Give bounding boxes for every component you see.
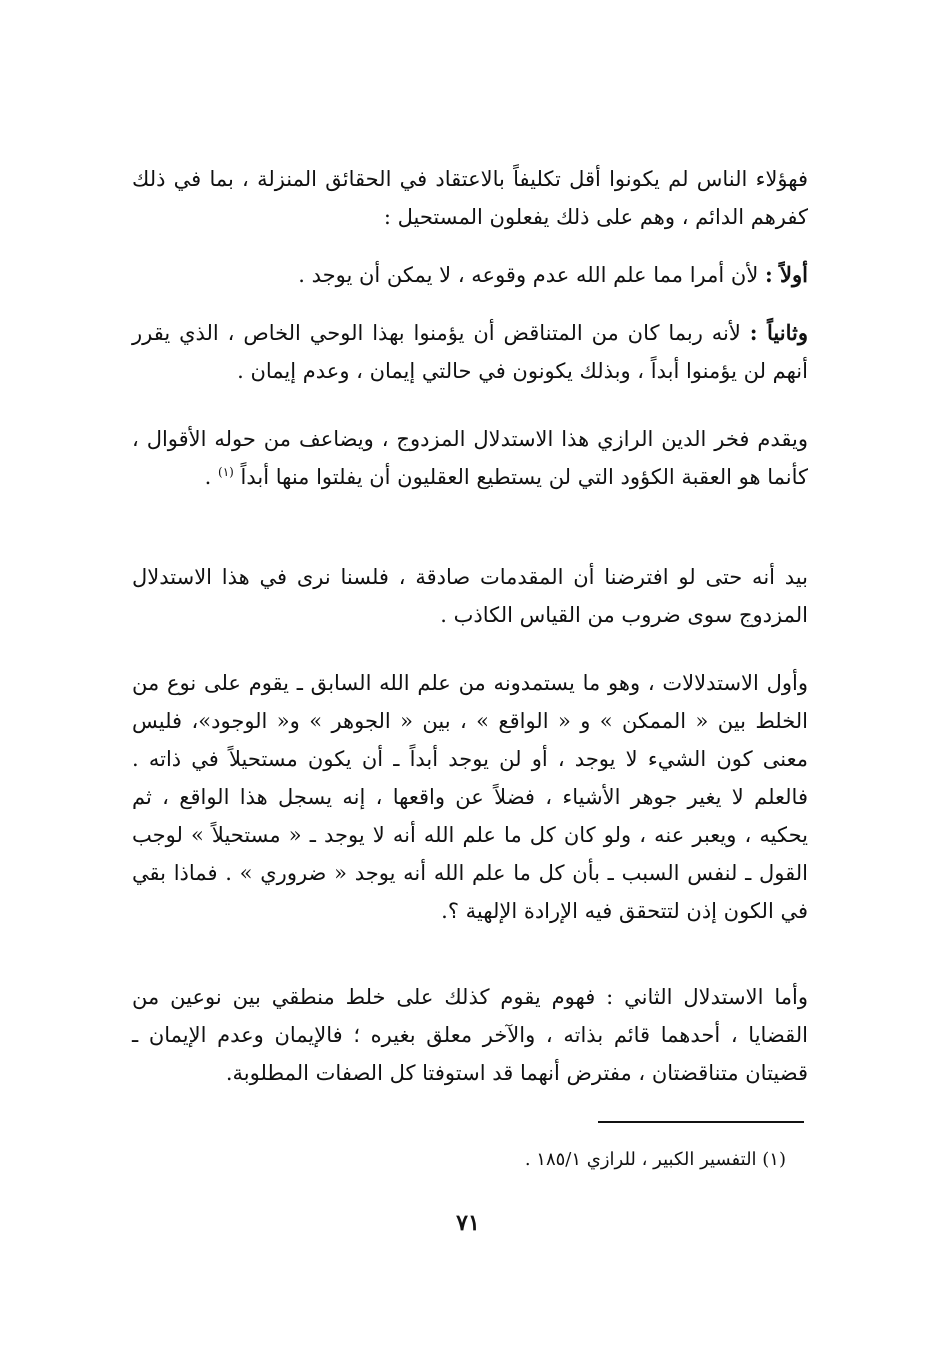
paragraph-6: وأول الاستدلالات ، وهو ما يستمدونه من علم الله السابق ـ يقوم على نوع من الخلط بين « الممكن » و « الواقع » ، بين « الجوهر » و« الوجود»، فليس معنى كون الشيء لا يوجد ، أو لن يوجد أبداً ـ أن يكون مستحيلاً في ذاته . فالعلم لا يغير جوهر الأشياء ، فضلاً عن واقعها ، إنه يسجل هذا الواقع ، ثم يحكيه ، ويعبر عنه ، ولو كان كل ما علم الله أنه لا يوجد ـ « مستحيلاً » لوجب القول ـ لنفس السبب ـ بأن كل ما علم الله أنه يوجد « ضروري » . فماذا بقي في الكون إذن لتتحقق فيه الإرادة الإلهية ؟. <box>132 671 808 923</box>
footnote: (١) التفسير الكبير ، للرازي ١٨٥/١ . <box>524 1149 786 1170</box>
paragraph-2 <box>132 256 808 294</box>
paragraph-2-lead: أولاً : <box>764 262 808 287</box>
paragraph-3-body: لأنه ربما كان من المتناقض أن يؤمنوا بهذا الوحي الخاص ، الذي يقرر أنهم لن يؤمنوا أبداً ، وبذلك يكونون في حالتي إيمان ، وعدم إيمان . <box>132 321 808 383</box>
paragraph-5: بيد أنه حتى لو افترضنا أن المقدمات صادقة ، فلسنا نرى في هذا الاستدلال المزدوج سوى ضروب من القياس الكاذب . <box>132 565 808 627</box>
page-number: ٧١ <box>456 1210 480 1236</box>
paragraph-1: فهؤلاء الناس لم يكونوا أقل تكليفاً بالاعتقاد في الحقائق المنزلة ، بما في ذلك كفرهم الدائم ، وهم على ذلك يفعلون المستحيل : <box>132 167 808 229</box>
paragraph-2-body: لأن أمرا مما علم الله عدم وقوعه ، لا يمكن أن يوجد . <box>298 263 765 287</box>
paragraph-7: وأما الاستدلال الثاني : فهوم يقوم كذلك على خلط منطقي بين نوعين من القضايا ، أحدهما قائم بذاته ، والآخر معلق بغيره ؛ فالإيمان وعدم الإيمان ـ قضيتان متناقضتان ، مفترض أنهما قد استوفتا كل الصفات المطلوبة. <box>132 985 808 1085</box>
paragraph-4-end: . <box>204 465 219 489</box>
footnote-marker[interactable]: (١) <box>218 465 234 479</box>
paragraph-4-body: ويقدم فخر الدين الرازي هذا الاستدلال المزدوج ، ويضاعف من حوله الأقوال ، كأنما هو العقبة الكؤود التي لن يستطيع العقليون أن يفلتوا منها أبداً <box>132 427 808 489</box>
footnote-divider <box>598 1121 804 1123</box>
paragraph-3 <box>132 314 808 390</box>
paragraph-3-lead: وثانياً : <box>749 320 809 345</box>
paragraph-4 <box>132 420 808 496</box>
